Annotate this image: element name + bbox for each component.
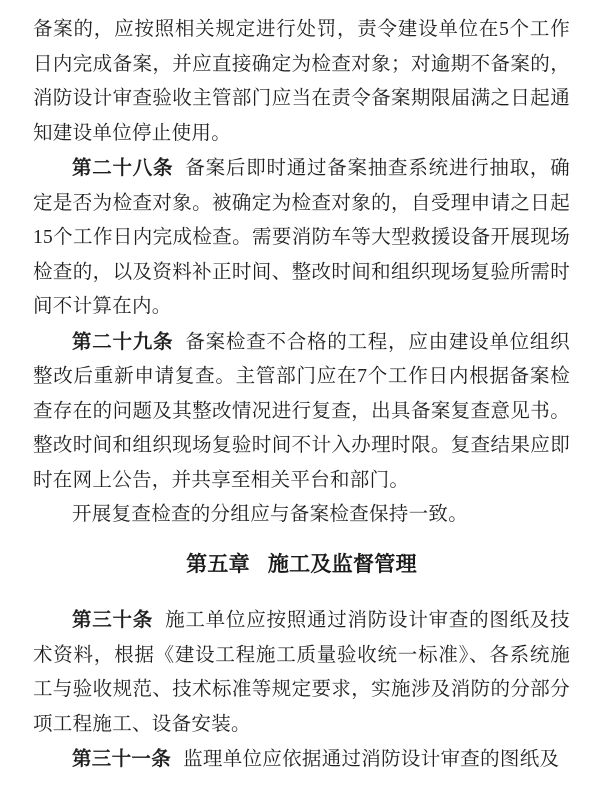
chapter-5-title: 施工及监督管理 [267, 552, 417, 576]
article-31-text: 监理单位应依据通过消防设计审查的图纸及 [183, 749, 560, 770]
article-31-number: 第三十一条 [72, 748, 172, 770]
article-28-text: 备案后即时通过备案抽查系统进行抽取，确定是否为检查对象。被确定为检查对象的，自受理申请之日起15个工作日内完成检查。需要消防车等大型救援设备开展现场检查的，以及资料补正时间、整改时间和组织现场复验所需时间不计算在内。 [33, 158, 570, 317]
recheck-grouping-text: 开展复查检查的分组应与备案检查保持一致。 [72, 504, 469, 525]
article-29-paragraph [33, 325, 570, 499]
article-30-text: 施工单位应按照通过消防设计审查的图纸及技术资料，根据《建设工程施工质量验收统一标准》、各系统施工与验收规范、技术标准等规定要求，实施涉及消防的分部分项工程施工、设备安装。 [33, 610, 570, 735]
chapter-5-heading [33, 548, 570, 583]
paragraph-continuation [33, 13, 570, 151]
article-30-paragraph [33, 603, 570, 742]
paragraph-continuation-text: 备案的，应按照相关规定进行处罚，责令建设单位在5个工作日内完成备案，并应直接确定为检查对象；对逾期不备案的，消防设计审查验收主管部门应当在责令备案期限届满之日起通知建设单位停止使用。 [33, 19, 570, 144]
recheck-grouping-paragraph [33, 498, 570, 533]
article-28-paragraph [33, 151, 570, 325]
article-29-number: 第二十九条 [72, 330, 174, 353]
article-30-number: 第三十条 [72, 609, 154, 631]
article-28-number: 第二十八条 [72, 157, 174, 179]
chapter-5-number: 第五章 [186, 552, 250, 576]
article-29-text: 备案检查不合格的工程，应由建设单位组织整改后重新申请复查。主管部门应在7个工作日内根据备案检查存在的问题及其整改情况进行复查，出具备案复查意见书。整改时间和组织现场复验时间不计入办理时限。复查结果应即时在网上公告，并共享至相关平台和部门。 [33, 331, 570, 491]
article-31-paragraph [33, 742, 570, 778]
